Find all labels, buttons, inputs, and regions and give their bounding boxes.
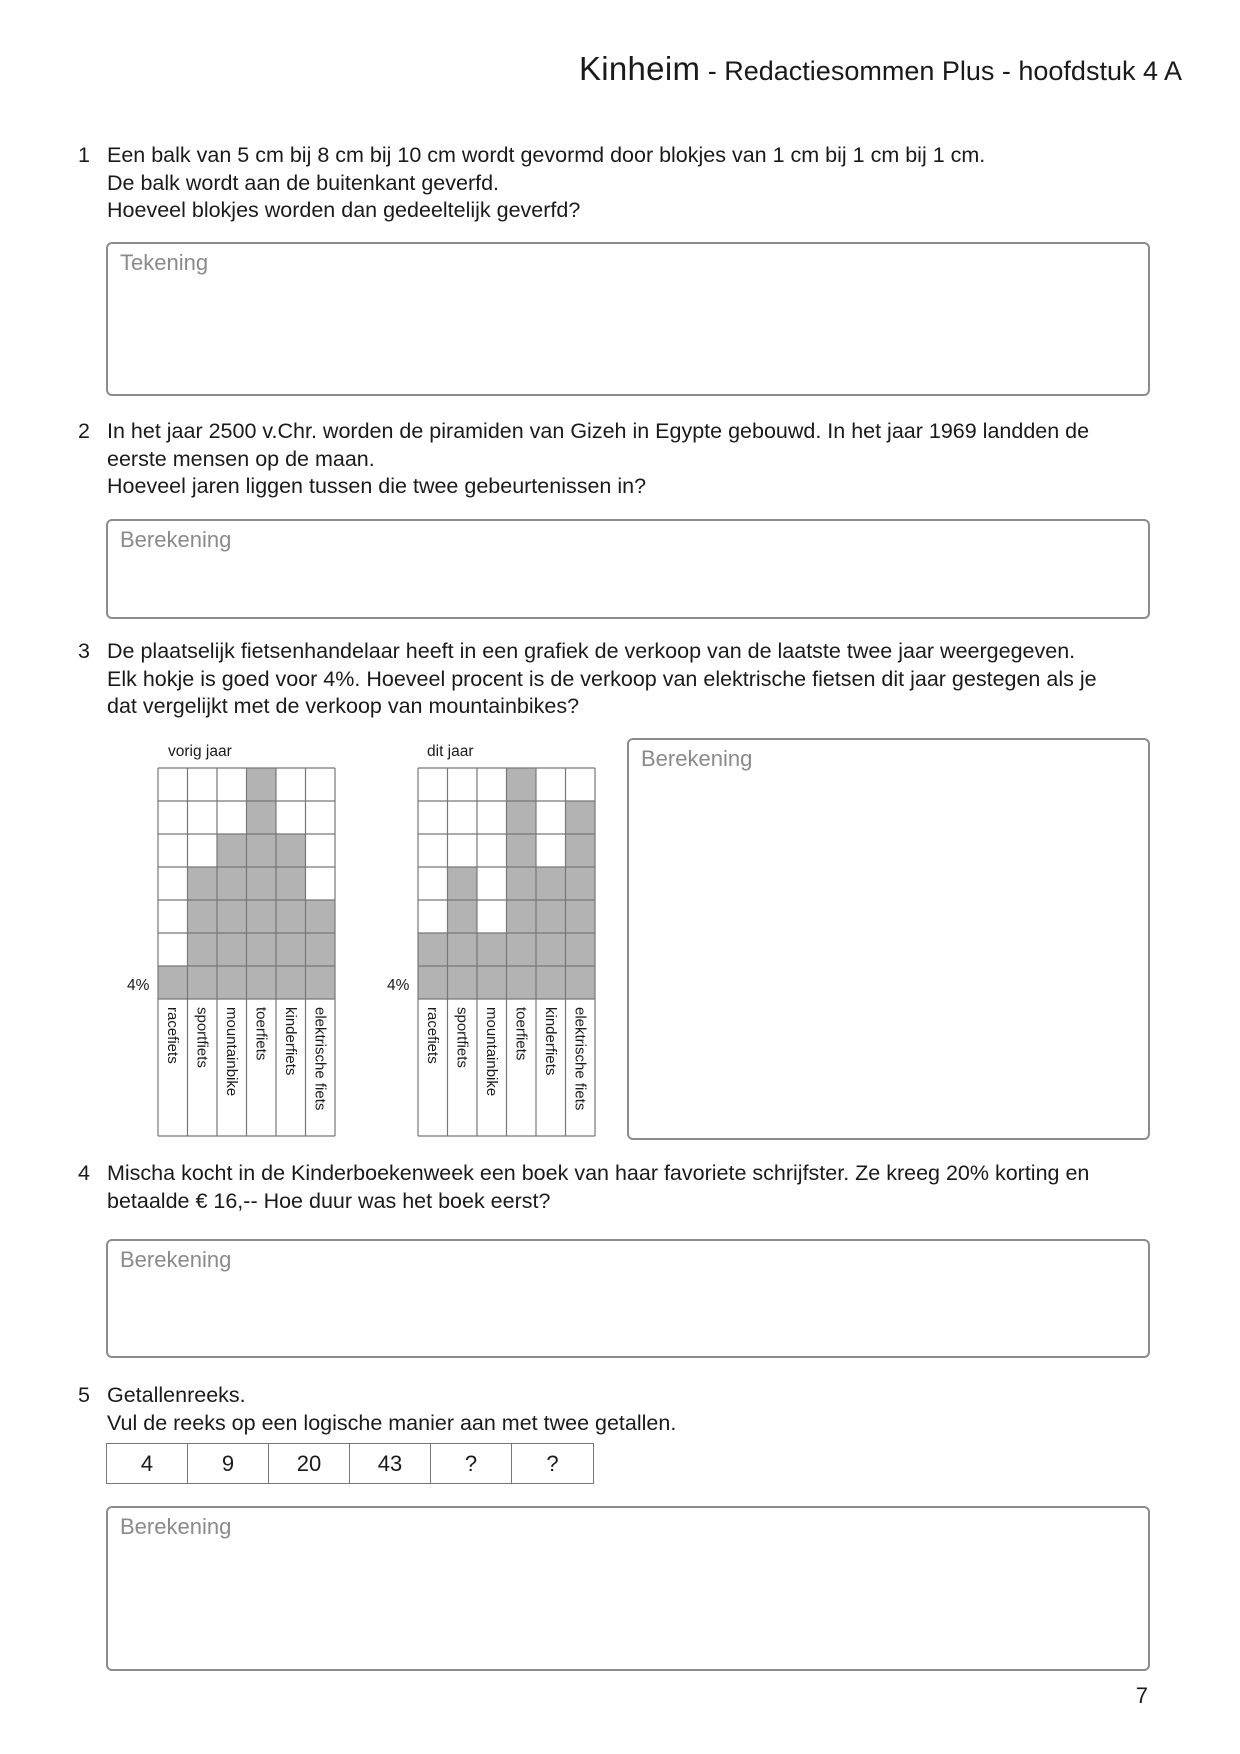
- number-sequence: [106, 1443, 594, 1484]
- answer-box-label: Berekening: [120, 1247, 232, 1272]
- question-text: Getallenreeks. Vul de reeks op een logische manier aan met twee getallen.: [107, 1383, 677, 1435]
- answer-box-label: Berekening: [120, 1514, 232, 1539]
- category-label-mountainbike: mountainbike: [222, 1007, 240, 1097]
- category-label-elektrische-fiets: elektrische fiets: [311, 1007, 329, 1111]
- bar-elektrische-fiets: [306, 900, 336, 999]
- chart-unit-label: 4%: [387, 977, 410, 994]
- brand-name: Kinheim: [578, 50, 701, 87]
- sequence-cell: 4: [107, 1444, 188, 1483]
- sequence-cell-answer[interactable]: ?: [431, 1444, 512, 1483]
- sequence-cell-answer[interactable]: ?: [546, 1451, 559, 1476]
- category-label-kinderfiets: kinderfiets: [541, 1007, 559, 1076]
- answer-box-q2[interactable]: [106, 519, 1150, 619]
- bar-kinderfiets: [276, 834, 306, 999]
- question-number: 3: [78, 639, 90, 663]
- category-label-toerfiets: toerfiets: [512, 1007, 530, 1061]
- answer-box-q1[interactable]: [106, 242, 1150, 396]
- question-text: De plaatselijk fietsenhandelaar heeft in een grafiek de verkoop van de laatste twee jaar weergegeven. Elk hokje is goed voor 4%. Hoeveel procent is de verkoop van elektrische fietsen dit jaar gestegen als je dat vergelijkt met de verkoop van mountainbikes?: [107, 639, 1097, 718]
- question-number: 4: [78, 1161, 90, 1185]
- question-1: [78, 142, 985, 225]
- category-label-elektrische-fiets: elektrische fiets: [571, 1007, 589, 1111]
- page-number: 7: [1135, 1683, 1148, 1708]
- question-4: [78, 1160, 1089, 1215]
- chart-unit-label: 4%: [127, 977, 150, 994]
- chart-title-vorig-jaar: vorig jaar: [168, 743, 232, 760]
- answer-box-q3[interactable]: [627, 738, 1150, 1140]
- sequence-cell: 20: [269, 1444, 350, 1483]
- category-label-mountainbike: mountainbike: [482, 1007, 500, 1097]
- category-label-toerfiets: toerfiets: [252, 1007, 270, 1061]
- question-number: 1: [78, 143, 90, 167]
- bar-mountainbike: [217, 834, 247, 999]
- question-text: Een balk van 5 cm bij 8 cm bij 10 cm wordt gevormd door blokjes van 1 cm bij 1 cm bij 1 cm. De balk wordt aan de buitenkant geverfd. Hoeveel blokjes worden dan gedeeltelijk geverfd?: [107, 143, 986, 222]
- question-3: [78, 638, 1097, 721]
- bar-racefiets: [158, 966, 188, 999]
- answer-box-q5[interactable]: [106, 1506, 1150, 1671]
- question-number: 2: [78, 419, 90, 443]
- chart-title-dit-jaar: dit jaar: [427, 743, 474, 760]
- category-label-racefiets: racefiets: [163, 1007, 181, 1064]
- bar-toerfiets: [507, 768, 537, 999]
- category-label-sportfiets: sportfiets: [193, 1007, 211, 1068]
- category-label-sportfiets: sportfiets: [453, 1007, 471, 1068]
- question-2: [78, 418, 1089, 501]
- bar-chart-dit-jaar: [418, 768, 598, 1140]
- bar-chart-vorig-jaar: [158, 768, 338, 1140]
- category-label-kinderfiets: kinderfiets: [281, 1007, 299, 1076]
- answer-box-label: Berekening: [120, 527, 232, 552]
- answer-box-label: Tekening: [120, 250, 209, 275]
- category-label-racefiets: racefiets: [423, 1007, 441, 1064]
- header-title: - Redactiesommen Plus - hoofdstuk 4 A: [700, 56, 1182, 86]
- sequence-cell: 43: [350, 1444, 431, 1483]
- question-number: 5: [78, 1383, 90, 1407]
- answer-box-label: Berekening: [641, 746, 753, 771]
- question-text: In het jaar 2500 v.Chr. worden de piramiden van Gizeh in Egypte gebouwd. In het jaar 1969 landden de eerste mensen op de maan. Hoeveel jaren liggen tussen die twee gebeurtenissen in?: [107, 419, 1090, 498]
- page-header: [579, 50, 1182, 88]
- sequence-cell: 9: [188, 1444, 269, 1483]
- bar-toerfiets: [247, 768, 277, 999]
- answer-box-q4[interactable]: [106, 1239, 1150, 1358]
- question-text: Mischa kocht in de Kinderboekenweek een boek van haar favoriete schrijfster. Ze kreeg 20% korting en betaalde € 16,-- Hoe duur was het boek eerst?: [107, 1161, 1090, 1213]
- question-5: [78, 1382, 676, 1437]
